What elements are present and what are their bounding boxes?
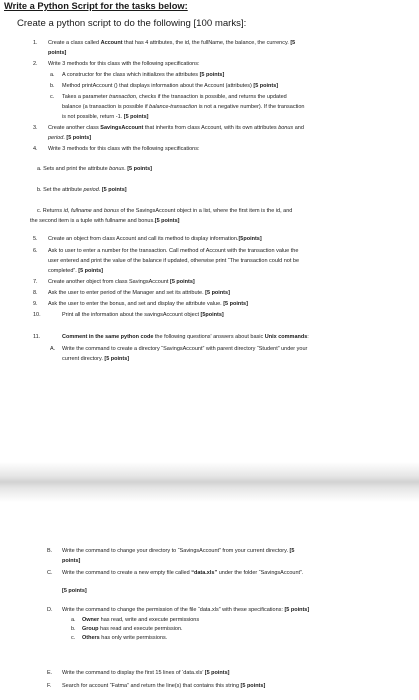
task-text: Others has only write permissions. (82, 635, 168, 641)
task-text: b. Set the attribute period. [5 points] (37, 187, 127, 193)
task-text: current directory. [5 points] (62, 356, 130, 362)
task-number: 3. (33, 125, 38, 131)
task-text: a. Sets and print the attribute bonus. [5 points] (37, 166, 152, 172)
task-text: Write the command to display the first 15 lines of ‘data.xls’ [5 points] (62, 670, 230, 676)
task-text: is not possible, return -1. [5 points] (62, 114, 149, 120)
task-text: A constructor for the class which initializes the attributes [5 points] (62, 72, 225, 78)
task-text: Create a class called Account that has 4 attributes, the id, the fullName, the balance, the currency. [5 (48, 40, 296, 46)
page-separator (0, 462, 419, 502)
task-text: Write the command to create a directory “SavingsAccount” with parent directory “Student” under your (62, 346, 308, 352)
task-number: C. (47, 570, 53, 576)
task-text: balance (a transaction is possible if balance-transaction is not a negative number). If the transaction (62, 104, 305, 110)
task-text: Takes a parameter transaction, checks if the transaction is possible, and returns the updated (62, 94, 287, 100)
task-text: Write 3 methods for this class with the following specifications: (48, 61, 200, 67)
task-number: 11. (33, 334, 41, 340)
task-text: Write the command to change your directory to “SavingsAccount” from your current directory. [5 (62, 548, 295, 554)
task-text: points] (48, 50, 67, 56)
task-text: Owner has read, write and execute permissions (82, 617, 200, 623)
task-number: A. (50, 346, 56, 352)
task-text: Comment in the same python code the following questions' answers about basic Unix commands: (62, 334, 309, 340)
task-text: Write 3 methods for this class with the following specifications: (48, 146, 200, 152)
task-text: completed”. [5 points] (48, 268, 104, 274)
task-text: c. Returns id, fullname and bonus of the SavingsAccount object in a list, where the first item is the id, and (37, 208, 293, 214)
task-text: Search for account “Fatma” and return the line(s) that contains this string [5 points] (62, 683, 266, 689)
task-number: b. (71, 626, 76, 632)
task-number: c. (50, 94, 55, 100)
task-text: Ask the user to enter period of the Manager and set its attribute. [5 points] (48, 290, 230, 296)
task-number: 2. (33, 61, 38, 67)
task-text: points] (62, 558, 81, 564)
task-number: b. (50, 83, 55, 89)
task-text: period. [5 points] (48, 135, 92, 141)
task-number: 9. (33, 301, 38, 307)
task-text: Create an object from class Account and call its method to display information.[5points] (48, 236, 262, 242)
task-text: Ask to user to enter a number for the transaction. Call method of Account with the transaction value the (48, 248, 299, 254)
task-text: Group has read and execute permission. (82, 626, 183, 632)
task-number: E. (47, 670, 53, 676)
task-number: 10. (33, 312, 41, 318)
task-number: a. (50, 72, 55, 78)
task-number: F. (47, 683, 52, 689)
task-number: 5. (33, 236, 38, 242)
task-number: a. (71, 617, 76, 623)
task-text: user entered and print the value of the balance if updated, otherwise print “The transaction could not be (48, 258, 300, 264)
task-number: 7. (33, 279, 38, 285)
task-number: 4. (33, 146, 38, 152)
task-text: [5 points] (62, 588, 87, 594)
task-text: Method printAccount () that displays information about the Account (attributes) [5 points] (62, 83, 279, 89)
task-text: Ask the user to enter the bonus, and set and display the attribute value. [5 points] (48, 301, 248, 307)
task-number: D. (47, 607, 53, 613)
task-number: 8. (33, 290, 38, 296)
task-text: Print all the information about the savingsAccount object [5points] (62, 312, 224, 318)
document-subtitle: Create a python script to do the following [100 marks]: (17, 18, 247, 29)
task-text: the second item is a tuple with fullname and bonus.[5 points] (30, 218, 180, 224)
task-text: Write the command to change the permission of the file “data.xls” with these specifications: [5 points] (62, 607, 310, 613)
task-number: 1. (33, 40, 38, 46)
task-text: Create another object from class SavingsAccount [5 points] (48, 279, 195, 285)
task-number: 6. (33, 248, 38, 254)
task-number: c. (71, 635, 76, 641)
task-number: B. (47, 548, 53, 554)
task-text: Create another class SavingsAccount that inherits from class Account, with its own attributes bonus and (48, 125, 304, 131)
document-title: Write a Python Script for the tasks below: (4, 1, 188, 11)
task-text: Write the command to create a new empty file called “data.xls” under the folder “SavingsAccount”. (62, 570, 304, 576)
